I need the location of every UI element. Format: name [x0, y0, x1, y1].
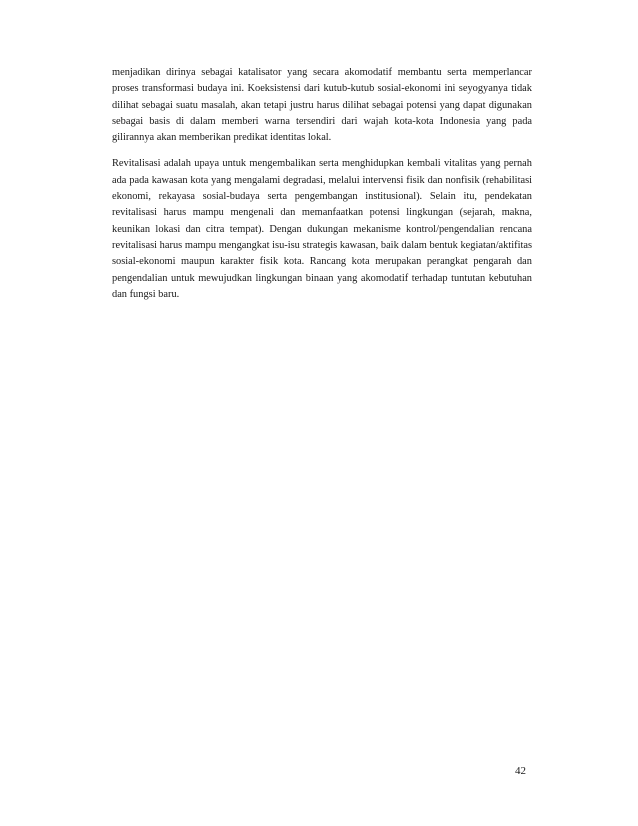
body-text [112, 65, 532, 313]
page-number: 42 [515, 765, 526, 777]
paragraph-1: menjadikan dirinya sebagai katalisator yang secara akomodatif membantu serta memperlancar proses transformasi budaya ini. Koeksistensi dari kutub-kutub sosial-ekonomi ini seyogyanya tidak dilihat sebagai suatu masalah, akan tetapi justru harus dilihat sebagai potensi yang dapat digunakan sebagai basis di dalam memberi warna tersendiri dari wajah kota-kota Indonesia yang pada gilirannya akan memberikan predikat identitas lokal. [112, 67, 532, 144]
paragraph-2: Revitalisasi adalah upaya untuk mengembalikan serta menghidupkan kembali vitalitas yang pernah ada pada kawasan kota yang mengalami degradasi, melalui intervensi fisik dan nonfisik (rehabilitasi ekonomi, rekayasa sosial-budaya serta pengembangan institusional). Selain itu, pendekatan revitalisasi harus mampu mengenali dan memanfaatkan potensi lingkungan (sejarah, makna, keunikan lokasi dan citra tempat). Dengan dukungan mekanisme kontrol/pengendalian rencana revitalisasi harus mampu mengangkat isu-isu strategis kawasan, baik dalam bentuk kegiatan/aktifitas sosial-ekonomi maupun karakter fisik kota. Rancang kota merupakan perangkat pengarah dan pengendalian untuk mewujudkan lingkungan binaan yang akomodatif terhadap tuntutan kebutuhan dan fungsi baru. [112, 158, 532, 300]
